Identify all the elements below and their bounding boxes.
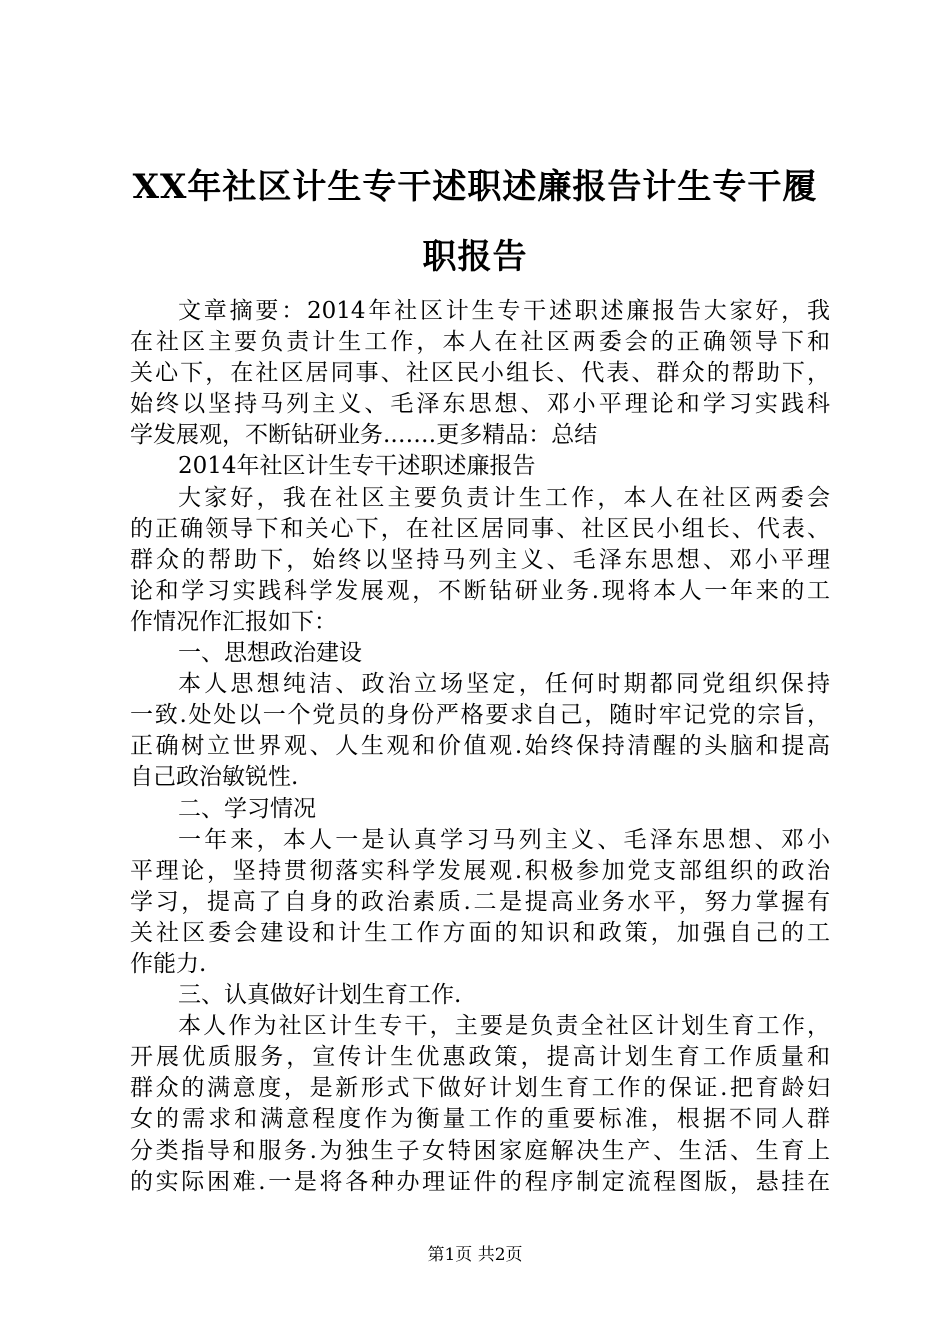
document-body [130,296,830,1198]
section-heading: 一、思想政治建设 [178,640,362,667]
body-line: 在社区主要负责计生工作，本人在社区两委会的正确领导下和 [130,329,830,356]
body-line: 平理论，坚持贯彻落实科学发展观.积极参加党支部组织的政治 [130,857,830,884]
section-heading: 三、认真做好计划生育工作. [178,982,462,1009]
body-line: 一致.处处以一个党员的身份严格要求自己，随时牢记党的宗旨， [130,702,830,729]
body-line: 本人思想纯洁、政治立场坚定，任何时期都同党组织保持 [178,671,830,698]
section-heading: 2014年社区计生专干述职述廉报告 [178,453,536,480]
body-line: 开展优质服务，宣传计生优惠政策，提高计划生育工作质量和 [130,1044,830,1071]
body-line: 的正确领导下和关心下，在社区居同事、社区民小组长、代表、 [130,515,830,542]
body-line: 始终以坚持马列主义、毛泽东思想、邓小平理论和学习实践科 [130,391,830,418]
body-line: 关心下，在社区居同事、社区民小组长、代表、群众的帮助下， [130,360,830,387]
body-line: 自己政治敏锐性. [130,764,299,791]
body-line: 群众的帮助下，始终以坚持马列主义、毛泽东思想、邓小平理 [130,546,830,573]
body-line: 大家好，我在社区主要负责计生工作，本人在社区两委会 [178,484,830,511]
body-line: 正确树立世界观、人生观和价值观.始终保持清醒的头脑和提高 [130,733,830,760]
body-line: 女的需求和满意程度作为衡量工作的重要标准，根据不同人群 [130,1106,830,1133]
body-line: 的实际困难.一是将各种办理证件的程序制定流程图版，悬挂在 [130,1168,830,1195]
body-line: 一年来，本人一是认真学习马列主义、毛泽东思想、邓小 [178,826,830,853]
document-title [110,152,840,292]
body-line: 作能力. [130,950,207,977]
page-footer: 第1页 共2页 [427,1245,523,1265]
body-line: 学习，提高了自身的政治素质.二是提高业务水平，努力掌握有 [130,888,830,915]
body-line: 论和学习实践科学发展观，不断钻研业务.现将本人一年来的工 [130,577,830,604]
section-heading: 二、学习情况 [178,795,316,822]
body-line: 分类指导和服务.为独生子女特困家庭解决生产、生活、生育上 [130,1137,830,1164]
body-line: 群众的满意度，是新形式下做好计划生育工作的保证.把育龄妇 [130,1075,830,1102]
body-line: 学发展观，不断钻研业务.……更多精品：总结 [130,422,598,449]
body-line: 文章摘要：2014年社区计生专干述职述廉报告大家好，我 [178,298,830,324]
body-line: 作情况作汇报如下： [130,608,337,635]
body-line: 本人作为社区计生专干，主要是负责全社区计划生育工作， [178,1013,830,1040]
body-line: 关社区委会建设和计生工作方面的知识和政策，加强自己的工 [130,919,830,946]
title-line-1: XX年社区计生专干述职述廉报告计生专干履 [132,167,818,207]
title-line-2: 职报告 [422,237,528,277]
